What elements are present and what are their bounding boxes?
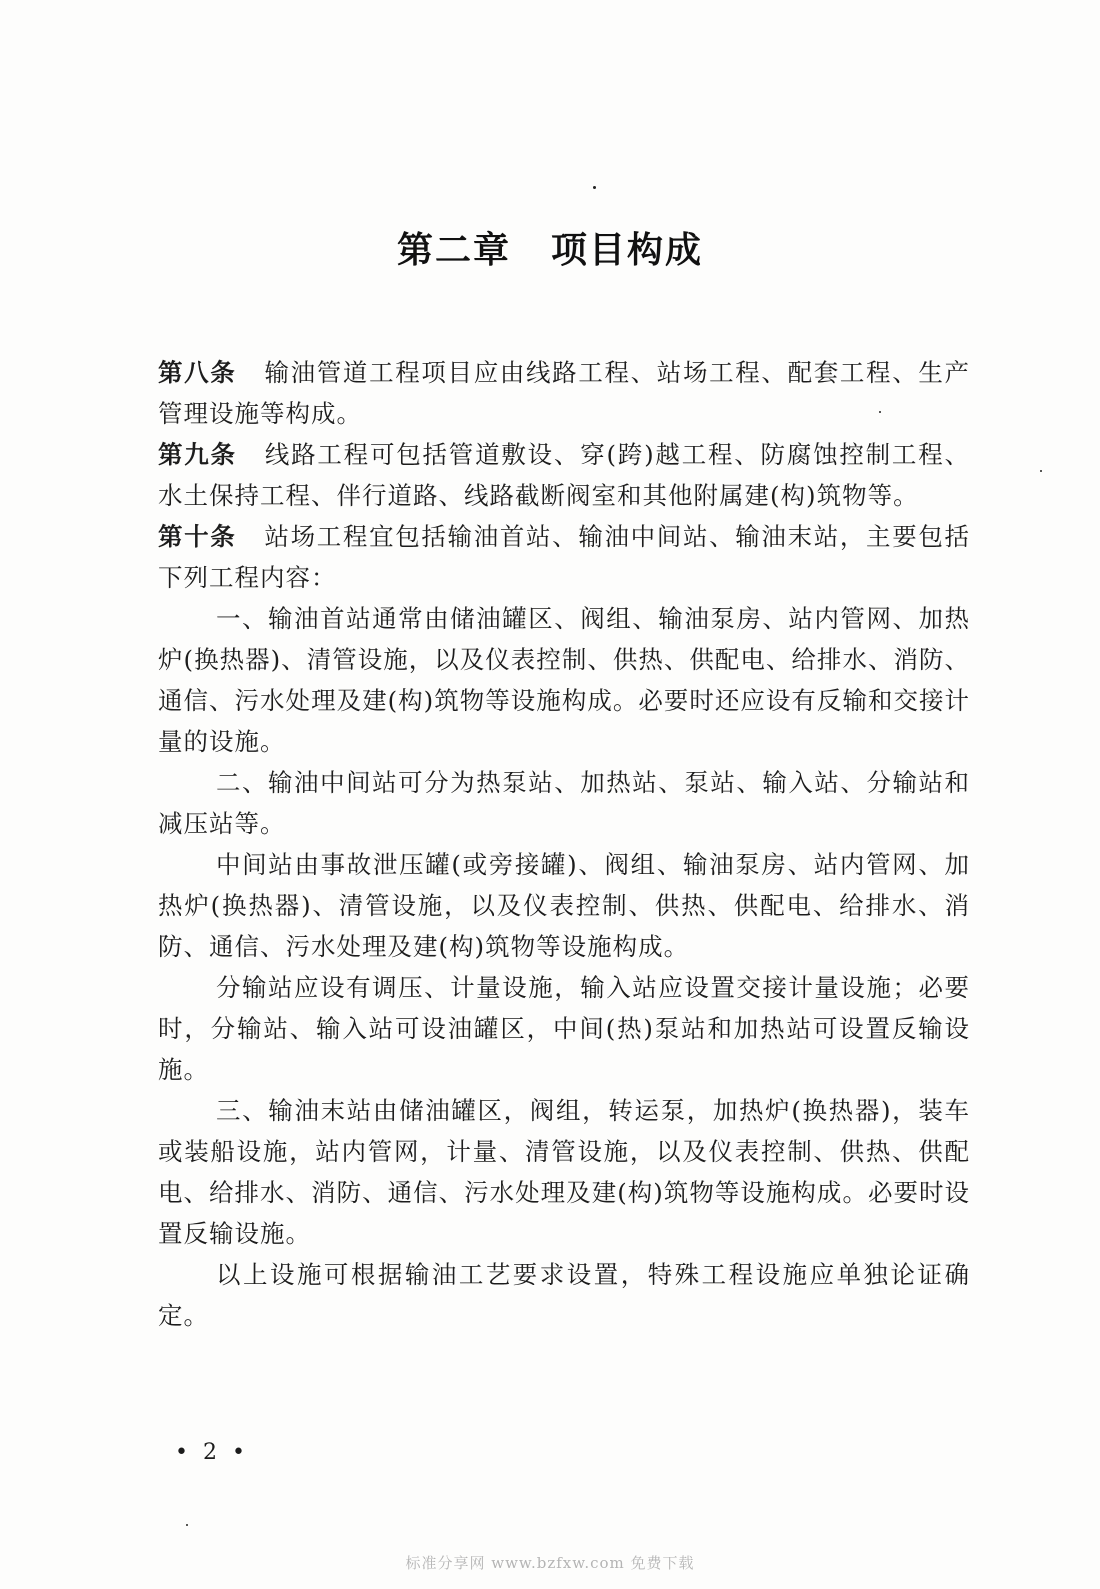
article-10	[158, 516, 970, 598]
page-number: • 2 •	[175, 1440, 249, 1465]
article-label: 第九条	[158, 440, 237, 469]
article-label: 第八条	[158, 358, 237, 387]
body-text	[158, 352, 970, 1336]
chapter-name: 项目构成	[551, 230, 704, 271]
scan-speck	[186, 1524, 188, 1526]
article-8	[158, 352, 970, 434]
scan-speck	[593, 186, 596, 189]
scan-speck	[1040, 470, 1042, 472]
article-9	[158, 434, 970, 516]
article-text: 站场工程宜包括输油首站、输油中间站、输油末站，主要包括下列工程内容：	[158, 522, 971, 592]
paragraph-distribution-station: 分输站应设有调压、计量设施，输入站应设置交接计量设施；必要时，分输站、输入站可设油罐区，中间(热)泵站和加热站可设置反输设施。	[158, 973, 970, 1084]
paragraph-intermediate-station: 中间站由事故泄压罐(或旁接罐)、阀组、输油泵房、站内管网、加热炉(换热器)、清管设施，以及仪表控制、供热、供配电、给排水、消防、通信、污水处理及建(构)筑物等设施构成。	[158, 850, 970, 961]
watermark-text: 标准分享网 www.bzfxw.com 免费下载	[405, 1554, 695, 1572]
article-text: 输油管道工程项目应由线路工程、站场工程、配套工程、生产管理设施等构成。	[158, 358, 971, 428]
paragraph-conclusion: 以上设施可根据输油工艺要求设置，特殊工程设施应单独论证确定。	[158, 1260, 970, 1330]
article-text: 线路工程可包括管道敷设、穿(跨)越工程、防腐蚀控制工程、水土保持工程、伴行道路、线路截断阀室和其他附属建(构)筑物等。	[158, 440, 970, 510]
chapter-title	[0, 222, 1100, 273]
paragraph-first-station: 一、输油首站通常由储油罐区、阀组、输油泵房、站内管网、加热炉(换热器)、清管设施，以及仪表控制、供热、供配电、给排水、消防、通信、污水处理及建(构)筑物等设施构成。必要时还应设有反输和交接计量的设施。	[158, 604, 970, 756]
paragraph-terminal-station: 三、输油末站由储油罐区，阀组，转运泵，加热炉(换热器)，装车或装船设施，站内管网，计量、清管设施，以及仪表控制、供热、供配电、给排水、消防、通信、污水处理及建(构)筑物等设施构成。必要时设置反输设施。	[158, 1096, 970, 1248]
article-label: 第十条	[158, 522, 237, 551]
paragraph-intermediate-station-types: 二、输油中间站可分为热泵站、加热站、泵站、输入站、分输站和减压站等。	[158, 768, 970, 838]
chapter-number: 第二章	[396, 230, 511, 271]
